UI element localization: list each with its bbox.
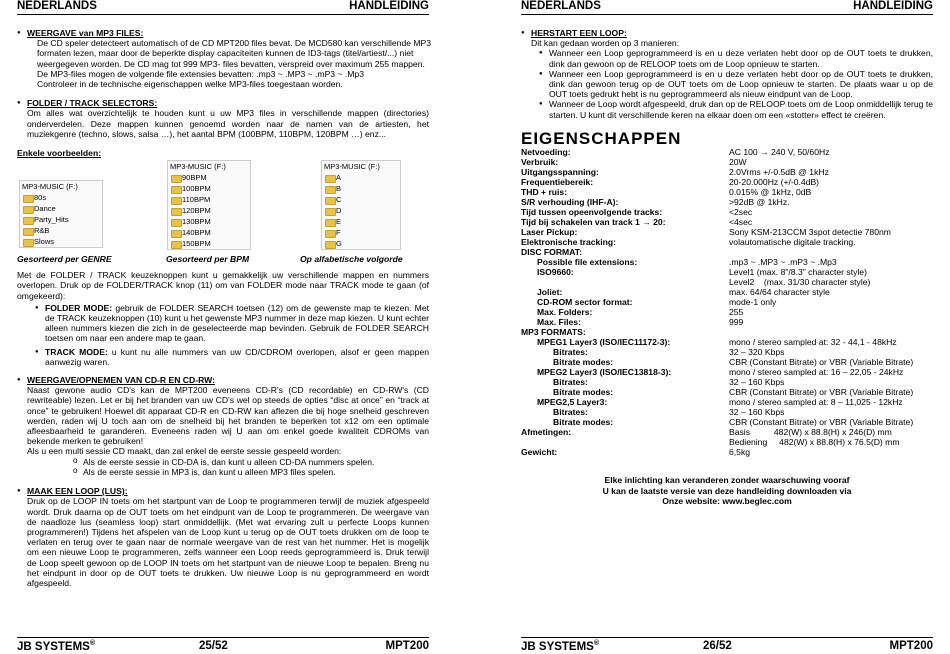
- spec-row: [521, 297, 933, 307]
- spec-key: CD-ROM sector format:: [537, 297, 633, 308]
- spec-row: [521, 317, 933, 327]
- spec-row: [521, 237, 933, 247]
- spec-row: [521, 257, 933, 267]
- restart-list: [531, 48, 933, 119]
- restart-item: ● Wanneer een Loop geprogrammeerd is en u deze verlaten hebt door op de OUT toets te drukken, dink dan gewoon op de RELOOP toets om de Loop opnieuw te starten.: [539, 48, 933, 68]
- folder-item: Dance: [20, 203, 102, 214]
- spec-row: [521, 377, 933, 387]
- folder-tree: [167, 160, 251, 250]
- cdr-option: o Als de eerste sessie in MP3 is, dan kunt u alleen MP3 files spelen.: [27, 467, 429, 477]
- spec-row: [521, 417, 933, 427]
- spec-row: [521, 217, 933, 227]
- footer-model: MPT200: [385, 640, 429, 652]
- section-mp3: [17, 28, 432, 90]
- spec-row: [521, 437, 933, 447]
- spec-key: Max. Folders:: [537, 307, 593, 318]
- spec-value: [729, 327, 933, 337]
- drive-label: MP3-MUSIC (F:): [324, 162, 380, 172]
- spec-row: [521, 147, 933, 157]
- page-footer: [17, 637, 429, 652]
- spec-row: [521, 187, 933, 197]
- spec-row: [521, 337, 933, 347]
- spec-value: CBR (Constant Bitrate) or VBR (Variable Bitrate): [729, 417, 914, 428]
- section-title: ● MAAK EEN LOOP (LUS):: [27, 486, 128, 497]
- restart-item: ● Wanneer de Loop wordt afgespeeld, druk dan op de RELOOP toets om de Loop onmiddellijk terug te starten. U kunt dit verschillende keren na elkaar doen om een «stotter» effect te creëren.: [539, 99, 933, 119]
- spec-key: THD + ruis:: [521, 187, 568, 198]
- spec-value: 32 – 160 Kbps: [729, 407, 785, 418]
- spec-row: [521, 167, 933, 177]
- example-bpm: [167, 160, 251, 250]
- section-title: ● FOLDER / TRACK SELECTORS:: [27, 98, 158, 109]
- section-loop: [17, 486, 429, 588]
- spec-value: mono / stereo sampled at: 8 – 11,025 - 12kHz: [729, 397, 903, 408]
- folder-item: 140BPM: [168, 227, 250, 238]
- spec-key: MPEG2,5 Layer3:: [537, 397, 608, 408]
- spec-value: 32 – 320 Kbps: [729, 347, 785, 358]
- spec-value: 20W: [729, 157, 747, 168]
- folder-text: Om alles wat overzichtelijk te houden kunt u uw MP3 files in verschillende mappen (directories) onderverdelen. Deze mappen kunnen genoemd worden naar de namen van de artiesten, het muziekgenre (techno, slows, salsa …), het aantal BPM (100BPM, 110BPM, 120BPM …) enz...: [27, 108, 429, 139]
- folder-tree: [19, 180, 103, 248]
- mode-list: [17, 303, 429, 367]
- spec-value: Level2 (max. 31/30 character style): [729, 277, 871, 288]
- folder-item: Slows: [20, 236, 102, 247]
- spec-value: Basis 482(W) x 88.8(H) x 246(D) mm: [729, 427, 892, 438]
- folder-item: B: [322, 183, 400, 194]
- spec-key: [521, 437, 729, 447]
- spec-key: [521, 277, 729, 287]
- spec-value: 32 – 160 Kbps: [729, 377, 785, 388]
- spec-key: Tijd bij schakelen van track 1 → 20:: [521, 217, 666, 228]
- spec-key: MPEG1 Layer3 (ISO/IEC11172-3):: [537, 337, 671, 348]
- spec-row: [521, 207, 933, 217]
- footer-page-number: 26/52: [703, 640, 732, 652]
- spec-key: Frequentiebereik:: [521, 177, 594, 188]
- folder-item: D: [322, 205, 400, 216]
- spec-value: Bediening 482(W) x 88.8(H) x 76.5(D) mm: [729, 437, 900, 448]
- section-title: ● WEERGAVE van MP3 FILES:: [27, 28, 144, 38]
- spec-key: ISO9660:: [537, 267, 574, 278]
- section-cdr: [17, 375, 429, 477]
- spec-key: Max. Files:: [537, 317, 581, 328]
- spec-key: Uitgangsspanning:: [521, 167, 599, 178]
- example-caption: Gesorteerd per GENRE: [17, 254, 112, 265]
- footer-brand: JB SYSTEMS®: [521, 640, 600, 653]
- spec-value: 999: [729, 317, 744, 328]
- spec-key: Verbruik:: [521, 157, 559, 168]
- folder-item: 110BPM: [168, 194, 250, 205]
- folder-tree: [321, 160, 401, 250]
- spec-row: [521, 327, 933, 337]
- track-mode-item: ● TRACK MODE: u kunt nu alle nummers van uw CD/CDROM overlopen, alsof er geen mappen aanwezig waren.: [35, 347, 429, 367]
- spec-value: <4sec: [729, 217, 753, 228]
- spec-row: [521, 367, 933, 377]
- spec-value: 6,5kg: [729, 447, 751, 458]
- folder-item: 120BPM: [168, 205, 250, 216]
- spec-value: <2sec: [729, 207, 753, 218]
- page-footer: [521, 637, 933, 652]
- folder-item: C: [322, 194, 400, 205]
- folder-item: 100BPM: [168, 183, 250, 194]
- spec-key: Bitrate modes:: [553, 357, 614, 368]
- folder-mode-item: ● FOLDER MODE: gebruik de FOLDER SEARCH toetsen (12) om de gewenste map te kiezen. Met de TRACK keuzeknoppen (10) kunt u het gewenste MP3 nummer in deze map kiezen. U kunt echter alleen nummers kiezen die zich in de geselecteerde map bevinden. Gebruik de FOLDER SEARCH toetsen om naar een andere map te gaan.: [35, 303, 429, 344]
- spec-key: Bitrates:: [553, 407, 588, 418]
- spec-row: [521, 427, 933, 437]
- example-genre: [19, 180, 103, 248]
- spec-row: [521, 347, 933, 357]
- spec-key: Afmetingen:: [521, 427, 572, 438]
- spec-value: CBR (Constant Bitrate) or VBR (Variable Bitrate): [729, 357, 914, 368]
- drive-label: MP3-MUSIC (F:): [22, 182, 78, 192]
- example-caption: Op alfabetische volgorde: [300, 254, 403, 265]
- cdr-text: Naast gewone audio CD's kan de MPT200 eveneens CD-R's (CD recordable) en CD-RW's (CD rewriteable) lezen. Let er bij het branden van uw CD's wel op steeds de opties “disc at once” en “track at once” te gebruiken! Hoewel dit apparaat CD-R en CD-RW kan aflezen die bij hoge snelheid geschreven werden, raden wij U toch aan om de snelheid bij het branden te beperken tot x12 om een optimale afleesbaarheid te garanderen. Eveneens raden wij U aan om enkel goede kwaliteit CDROMs van bekende merken te gebruiken!: [27, 385, 429, 447]
- header-language: NEDERLANDS: [521, 0, 601, 12]
- section-title: ● WEERGAVE/OPNEMEN VAN CD-R EN CD-RW:: [27, 375, 215, 386]
- spec-key: S/R verhouding (IHF-A):: [521, 197, 619, 208]
- examples-title: Enkele voorbeelden:: [17, 148, 102, 159]
- spec-value: CBR (Constant Bitrate) or VBR (Variable Bitrate): [729, 387, 914, 398]
- specs-table: [521, 147, 933, 457]
- spec-value: 255: [729, 307, 744, 318]
- folder-item: F: [322, 227, 400, 238]
- folder-item: Party_Hits: [20, 214, 102, 225]
- section-title: ● HERSTART EEN LOOP:: [531, 28, 627, 38]
- spec-row: [521, 197, 933, 207]
- spec-row: [521, 157, 933, 167]
- spec-row: [521, 387, 933, 397]
- example-caption: Gesorteerd per BPM: [166, 254, 250, 265]
- spec-value: AC 100 → 240 V, 50/60Hz: [729, 147, 830, 158]
- manual-page-left: [17, 0, 447, 654]
- spec-key: Gewicht:: [521, 447, 558, 458]
- spec-row: [521, 357, 933, 367]
- folder-item: 80s: [20, 192, 102, 203]
- spec-row: [521, 267, 933, 277]
- footer-model: MPT200: [889, 640, 933, 652]
- cdr-option: o Als de eerste sessie in CD-DA is, dan kunt u alleen CD-DA nummers spelen.: [27, 457, 429, 467]
- restart-item: ● Wanneer een Loop geprogrammeerd is en u deze verlaten hebt door op de OUT toets te drukken, dink dan gewoon terug op de OUT toets om de Loop opnieuw te starten. De plaats waar u op de OUT toets gedrukt hebt is nu geprogrammeerd als nieuw eindpunt van de Loop.: [539, 69, 933, 100]
- cdr-multi: Als u een multi sessie CD maakt, dan zal enkel de eerste sessie gespeeld worden:: [27, 446, 342, 457]
- spec-value: 0.015% @ 1kHz, 0dB: [729, 187, 812, 198]
- spec-row: [521, 397, 933, 407]
- spec-key: Elektronische tracking:: [521, 237, 617, 248]
- manual-page-right: [521, 0, 950, 654]
- spec-key: Tijd tussen opeenvolgende tracks:: [521, 207, 663, 218]
- spec-key: DISC FORMAT:: [521, 247, 582, 258]
- spec-value: mono / stereo sampled at: 16 – 22,05 - 24kHz: [729, 367, 904, 378]
- folder-item: A: [322, 172, 400, 183]
- section-folder-track: [17, 98, 429, 139]
- folder-item: 130BPM: [168, 216, 250, 227]
- spec-key: Bitrate modes:: [553, 387, 614, 398]
- spec-value: 2.0Vrms +/-0.5dB @ 1kHz: [729, 167, 829, 178]
- spec-key: MP3 FORMATS:: [521, 327, 586, 338]
- spec-value: 20-20.000Hz (+/-0.4dB): [729, 177, 820, 188]
- spec-key: Laser Pickup:: [521, 227, 578, 238]
- spec-key: Netvoeding:: [521, 147, 571, 158]
- spec-value: mono / stereo sampled at: 32 - 44,1 - 48kHz: [729, 337, 897, 348]
- disclaimer: Elke inlichting kan veranderen zonder waarschuwing vooraf U kan de laatste versie van deze handleiding downloaden via Onze website: www.beglec.com: [602, 475, 852, 507]
- header-language: NEDERLANDS: [17, 0, 97, 12]
- spec-key: Bitrate modes:: [553, 417, 614, 428]
- mp3-text: De CD speler detecteert automatisch of de CD MPT200 files bevat. De MCD580 kan verschillende MP3 formaten lezen, maar door de beperkte display capaciteiten kunnen de ID3-tags (titel/artiest/...) niet weergegeven worden. De CD mag tot 999 MP3- files bevatten, verspreid over maximum 255 mappen. De MP3-files mogen de volgende file extensies bevatten: .mp3 ~ .MP3 ~ .mP3 ~ .Mp3 Controleer in de technische eigenschappen welke MP3-files toegestaan worden.: [37, 38, 432, 90]
- spec-value: >92dB @ 1kHz.: [729, 197, 790, 208]
- folder-item: G: [322, 238, 400, 249]
- folder-item: R&B: [20, 225, 102, 236]
- spec-value: Level1 (max. 8"/8.3" character style): [729, 267, 867, 278]
- spec-value: volautomatische digitale tracking.: [729, 237, 856, 248]
- spec-row: [521, 307, 933, 317]
- footer-page-number: 25/52: [199, 640, 228, 652]
- spec-row: [521, 227, 933, 237]
- spec-row: [521, 447, 933, 457]
- header-title: HANDLEIDING: [853, 0, 933, 12]
- example-alphabet: [321, 160, 401, 250]
- footer-brand: JB SYSTEMS®: [17, 640, 96, 653]
- page-header: [17, 0, 429, 15]
- folder-examples: [17, 162, 429, 268]
- folder-para: Met de FOLDER / TRACK keuzeknoppen kunt u gemakkelijk uw verschillende mappen en nummers overlopen. Druk op de FOLDER/TRACK knop (11) om van FOLDER mode naar TRACK mode te gaan (of omgekeerd):: [17, 270, 429, 301]
- spec-value: max. 64/64 character style: [729, 287, 830, 298]
- restart-intro: Dit kan gedaan worden op 3 manieren:: [531, 38, 680, 49]
- spec-row: [521, 407, 933, 417]
- drive-label: MP3-MUSIC (F:): [170, 162, 226, 172]
- spec-key: Possible file extensions:: [537, 257, 638, 268]
- specs-heading: EIGENSCHAPPEN: [521, 128, 682, 148]
- folder-item: 90BPM: [168, 172, 250, 183]
- spec-key: Joliet:: [537, 287, 563, 298]
- header-title: HANDLEIDING: [349, 0, 429, 12]
- spec-row: [521, 277, 933, 287]
- spec-value: [729, 247, 933, 257]
- spec-key: Bitrates:: [553, 347, 588, 358]
- spec-key: MPEG2 Layer3 (ISO/IEC13818-3):: [537, 367, 672, 378]
- loop-text: Druk op de LOOP IN toets om het startpunt van de Loop te programmeren terwijl de muziek afgespeeld wordt. Druk daarna op de OUT toets om het eindpunt van de Loop te programmeren. De weergave van de naadloze lus (seamless loop) start onmiddellijk. (Met wat ervaring zult u perfecte Loops kunnen programmeren!) Tijdens het afspelen van de Loop kunt u terug op de OUT toets drukken om de loop te verlaten en terug over te gaan naar de normale weergave van de rest van het nummer. Het is mogelijk om een nieuwe Loop te programmeren, zelfs wanneer een Loop reeds geprogrammeerd is. Druk terwijl de Loop speelt gewoon op de LOOP IN toets om het startpunt van de nieuwe Loop te bepalen. Breng nu het eindpunt in door op de OUT toets te drukken. Uw nieuwe Loop is nu geprogrammeerd en wordt afgespeeld.: [27, 496, 429, 588]
- spec-row: [521, 177, 933, 187]
- spec-row: [521, 247, 933, 257]
- folder-item: E: [322, 216, 400, 227]
- spec-row: [521, 287, 933, 297]
- spec-value: mode-1 only: [729, 297, 777, 308]
- section-restart-loop: [521, 28, 933, 120]
- spec-value: Sony KSM-213CCM 3spot detectie 780nm: [729, 227, 891, 238]
- spec-key: Bitrates:: [553, 377, 588, 388]
- folder-item: 150BPM: [168, 238, 250, 249]
- page-header: [521, 0, 933, 15]
- spec-value: .mp3 ~ .MP3 ~ .mP3 ~ .Mp3: [729, 257, 837, 268]
